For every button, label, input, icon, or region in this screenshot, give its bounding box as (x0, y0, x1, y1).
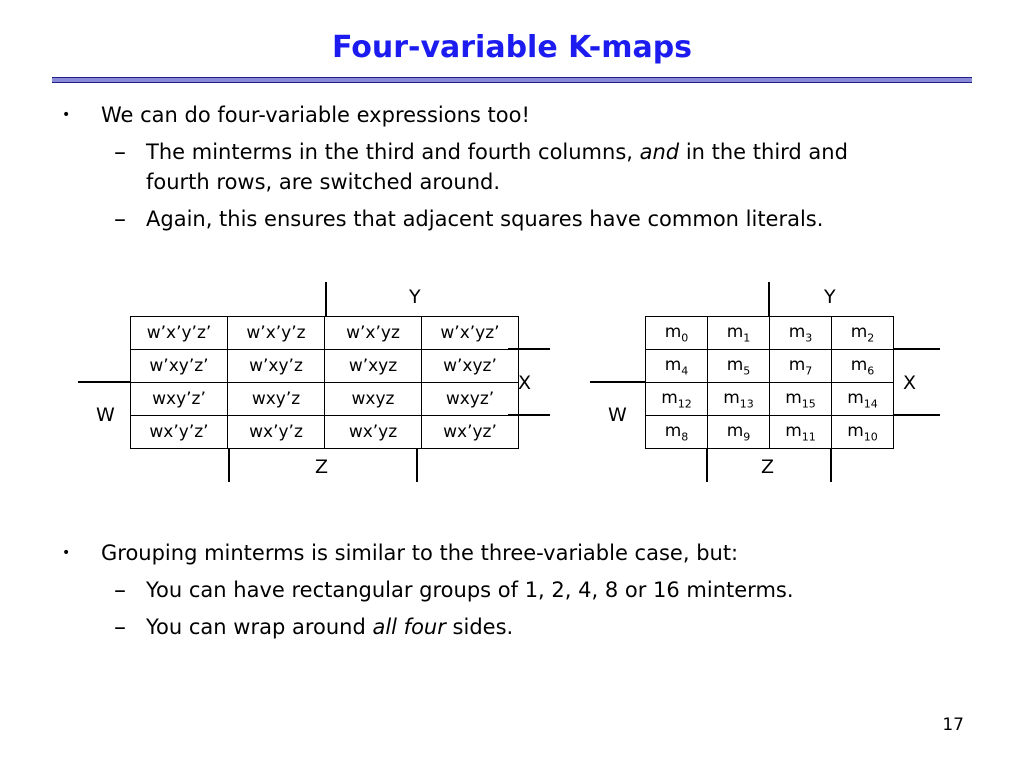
kmap1-y-label: Y (409, 286, 421, 308)
minterm-index: 4 (681, 364, 689, 378)
sub-1-1-pre: The minterms in the third and fourth columns, (146, 140, 640, 164)
bullet-icon: • (62, 107, 71, 123)
kmap1-z-bracket-right (416, 448, 418, 482)
kmap-cell: w’xy’z (228, 350, 325, 383)
kmap-cell (646, 416, 708, 449)
kmap-cell (832, 416, 894, 449)
kmap2-y-bracket (768, 282, 770, 316)
kmap2-z-bracket-left (706, 448, 708, 482)
kmap-cell: w’xyz (325, 350, 422, 383)
kmap-cell: w’x’yz’ (422, 317, 519, 350)
sub-1-2-text: Again, this ensures that adjacent squares have common literals. (146, 207, 824, 231)
dash-icon: – (114, 613, 126, 641)
kmap-cell: wx’y’z’ (131, 416, 228, 449)
title-underline (52, 77, 972, 83)
minterm-index: 15 (801, 397, 816, 411)
kmap-cell: wxy’z’ (131, 383, 228, 416)
kmap-cell: wxy’z (228, 383, 325, 416)
sub-2-2-pre: You can wrap around (146, 615, 373, 639)
minterm-index: 1 (743, 331, 751, 345)
kmap1-z-label: Z (315, 456, 329, 478)
page-number: 17 (942, 715, 964, 735)
minterm-index: 12 (677, 397, 692, 411)
slide-title: Four-variable K-maps (331, 30, 693, 65)
minterm-symbol: m (661, 387, 678, 408)
kmap-minterm-grid (645, 316, 894, 449)
kmap-cell: w’x’y’z’ (131, 317, 228, 350)
kmap-cell (770, 317, 832, 350)
minterm-symbol: m (726, 354, 744, 375)
kmap-cell: wx’yz’ (422, 416, 519, 449)
kmap-row (131, 350, 519, 383)
kmap1-x-bracket-top (508, 348, 550, 350)
kmap2-w-bracket (590, 381, 645, 383)
minterm-symbol: m (788, 354, 806, 375)
sub-2-1-text: You can have rectangular groups of 1, 2, 4, 8 or 16 minterms. (146, 578, 794, 602)
kmap-cell (832, 350, 894, 383)
minterm-symbol: m (847, 387, 864, 408)
kmap1-w-label: W (96, 404, 115, 426)
kmap-literal-grid (130, 316, 519, 449)
kmap-row (646, 317, 894, 350)
sub-1-1-line1 (146, 137, 848, 167)
minterm-symbol: m (785, 420, 802, 441)
kmap-row (646, 350, 894, 383)
minterm-symbol: m (726, 420, 744, 441)
minterm-symbol: m (726, 321, 744, 342)
kmap-cell (708, 383, 770, 416)
minterm-symbol: m (788, 321, 806, 342)
minterm-index: 3 (805, 331, 813, 345)
bullet-icon: • (62, 545, 71, 561)
minterm-index: 10 (863, 430, 878, 444)
sub-2-2-text (146, 612, 513, 642)
bullet-1-text: We can do four-variable expressions too! (101, 103, 530, 127)
minterm-index: 8 (681, 430, 689, 444)
kmap-row (646, 416, 894, 449)
kmap-cell (708, 416, 770, 449)
kmap-cell: w’x’yz (325, 317, 422, 350)
minterm-index: 7 (805, 364, 813, 378)
kmap-row (131, 317, 519, 350)
kmap-cell (770, 350, 832, 383)
kmap2-x-label: X (903, 372, 917, 394)
kmap1-z-bracket-left (228, 448, 230, 482)
kmap2-x-bracket-top (893, 348, 940, 350)
kmap-cell (646, 350, 708, 383)
kmap-cell: w’xyz’ (422, 350, 519, 383)
dash-icon: – (114, 205, 126, 233)
kmap2-x-bracket-bottom (893, 414, 940, 416)
sub-1-1-emphasis: and (639, 140, 680, 164)
kmap2-z-label: Z (761, 456, 775, 478)
kmap-cell: w’xy’z’ (131, 350, 228, 383)
kmap-cell (708, 350, 770, 383)
dash-icon: – (114, 138, 126, 166)
kmap-cell (770, 383, 832, 416)
sub-1-1-line2: fourth rows, are switched around. (146, 170, 501, 194)
kmap-cell: wx’yz (325, 416, 422, 449)
kmap-cell (646, 383, 708, 416)
minterm-symbol: m (850, 321, 868, 342)
kmap-row (131, 416, 519, 449)
minterm-index: 0 (681, 331, 689, 345)
minterm-symbol: m (664, 321, 682, 342)
bullet-2-text: Grouping minterms is similar to the three-variable case, but: (101, 541, 739, 565)
minterm-symbol: m (785, 387, 802, 408)
kmap-row (646, 383, 894, 416)
kmap-cell (832, 317, 894, 350)
minterm-index: 9 (743, 430, 751, 444)
sub-2-2-post: sides. (445, 615, 514, 639)
minterm-index: 6 (867, 364, 875, 378)
kmap1-x-bracket-bottom (508, 414, 550, 416)
sub-1-1-post: in the third and (679, 140, 848, 164)
minterm-symbol: m (723, 387, 740, 408)
kmap1-y-bracket (325, 282, 327, 316)
kmap-cell (646, 317, 708, 350)
minterm-symbol: m (847, 420, 864, 441)
kmap2-w-label: W (608, 404, 627, 426)
kmap2-y-label: Y (824, 286, 836, 308)
kmap-cell (708, 317, 770, 350)
kmap-cell: wxyz’ (422, 383, 519, 416)
minterm-index: 13 (739, 397, 754, 411)
minterm-symbol: m (664, 420, 682, 441)
kmap2-z-bracket-right (830, 448, 832, 482)
kmap-cell: wxyz (325, 383, 422, 416)
dash-icon: – (114, 576, 126, 604)
minterm-index: 11 (801, 430, 816, 444)
kmap1-x-label: X (518, 372, 532, 394)
kmap-cell: wx’y’z (228, 416, 325, 449)
minterm-symbol: m (850, 354, 868, 375)
minterm-index: 14 (863, 397, 878, 411)
kmap-cell (770, 416, 832, 449)
kmap1-w-bracket (78, 381, 130, 383)
kmap-cell (832, 383, 894, 416)
kmap-row (131, 383, 519, 416)
kmap-cell: w’x’y’z (228, 317, 325, 350)
minterm-index: 5 (743, 364, 751, 378)
sub-2-2-emphasis: all four (372, 615, 446, 639)
minterm-index: 2 (867, 331, 875, 345)
minterm-symbol: m (664, 354, 682, 375)
